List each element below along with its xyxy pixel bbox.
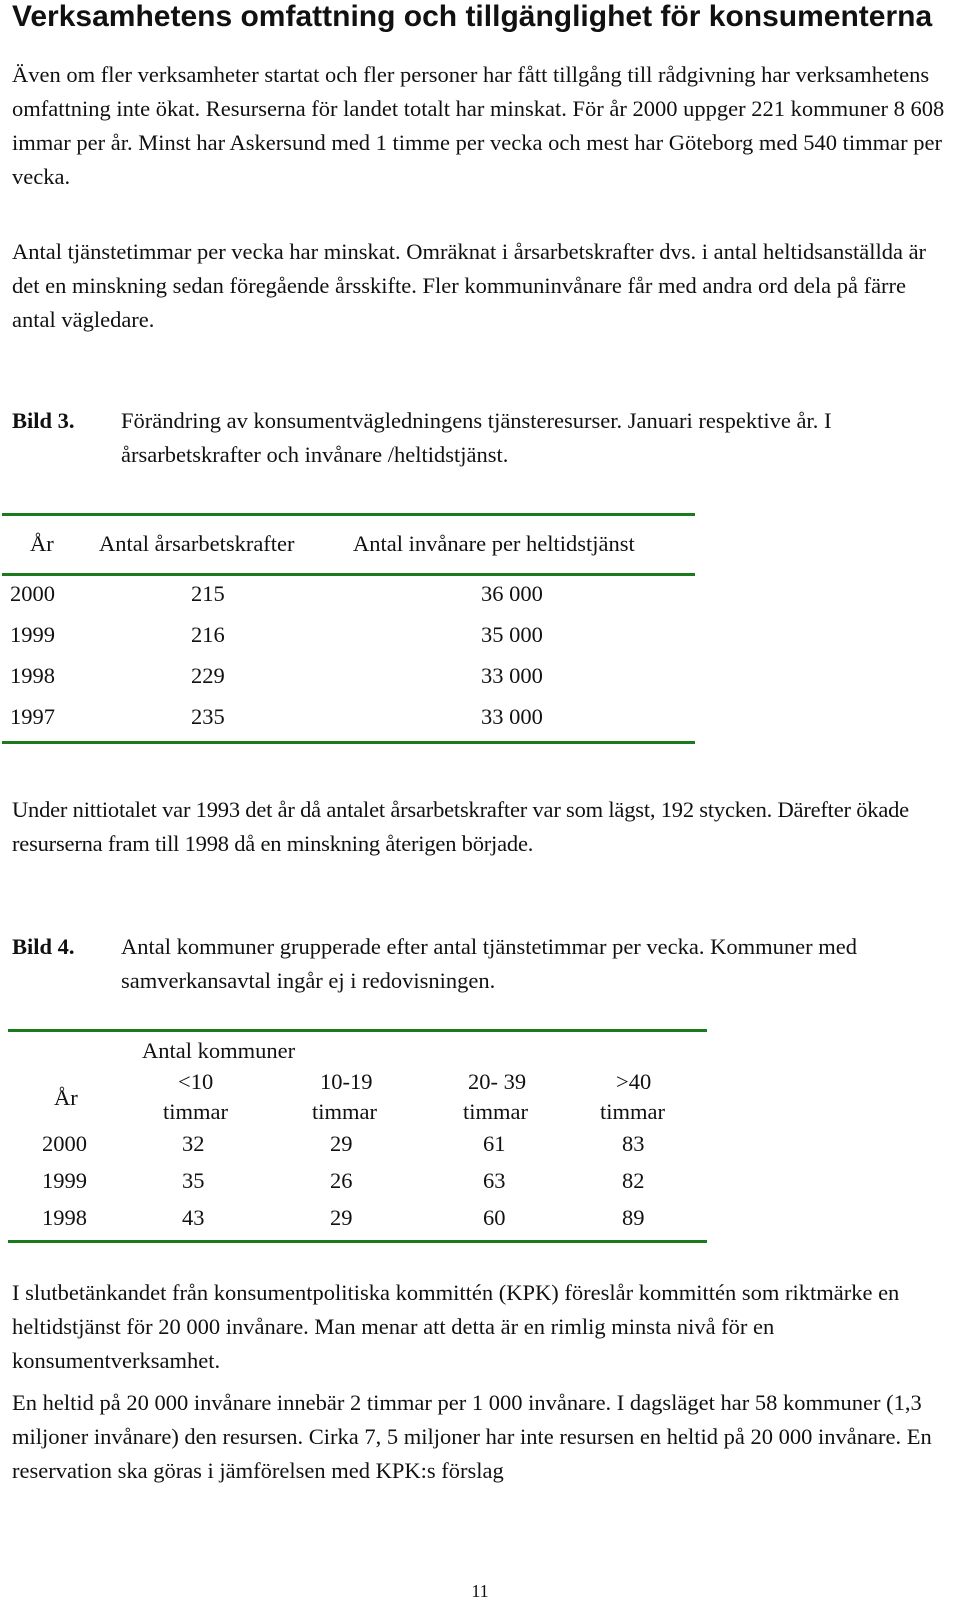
figure-3-label: Bild 3. (12, 408, 75, 433)
table-4-value: 63 (483, 1168, 506, 1193)
table-4-year: 1999 (42, 1168, 87, 1193)
table-3-residents: 35 000 (481, 622, 543, 647)
table-3-fte: 216 (191, 622, 225, 647)
paragraph-kpk-proposal: I slutbetänkandet från konsumentpolitiska kommittén (KPK) föreslår kommittén som riktmärke en heltidstjänst för 20 000 invånare. Man menar att detta är en rimlig minsta nivå för en konsumentverksamhet. (12, 1280, 900, 1373)
table-3-fte: 229 (191, 663, 225, 688)
figure-4-caption: Antal kommuner grupperade efter antal tjänstetimmar per vecka. Kommuner med samverkansavtal ingår ej i redovisningen. (121, 934, 857, 993)
table-4-bottom-rule (8, 1240, 707, 1243)
table-3-header-residents: Antal invånare per heltidstjänst (353, 531, 635, 556)
table-3-year: 2000 (10, 581, 55, 606)
table-4-value: 43 (182, 1205, 205, 1230)
table-3-top-rule (2, 513, 695, 516)
table-3-residents: 33 000 (481, 704, 543, 729)
table-4-value: 26 (330, 1168, 353, 1193)
table-3-header-fte: Antal årsarbetskrafter (99, 531, 295, 556)
table-4-value: 32 (182, 1131, 205, 1156)
table-4-header-10-19-unit: timmar (312, 1099, 377, 1124)
paragraph-fulltime-comparison: En heltid på 20 000 invånare innebär 2 timmar per 1 000 invånare. I dagsläget har 58 kommuner (1,3 miljoner invånare) den resursen. Cirka 7, 5 miljoner har inte resursen en heltid på 20 000 invånare. En reservation ska göras i jämförelsen med KPK:s förslag (12, 1390, 932, 1483)
table-4-header-20-39-unit: timmar (463, 1099, 528, 1124)
page-number: 11 (471, 1581, 489, 1601)
table-3-year: 1998 (10, 663, 55, 688)
table-4-value: 61 (483, 1131, 506, 1156)
figure-4-label: Bild 4. (12, 934, 75, 959)
paragraph-resources: Även om fler verksamheter startat och fler personer har fått tillgång till rådgivning har verksamhetens omfattning inte ökat. Resurserna för landet totalt har minskat. För år 2000 uppger 221 kommuner 8 608 immar per år. Minst har Askersund med 1 timme per vecka och mest har Göteborg med 540 timmar per vecka. (12, 62, 945, 189)
table-3-year: 1997 (10, 704, 55, 729)
paragraph-service-hours: Antal tjänstetimmar per vecka har minskat. Omräknat i årsarbetskrafter dvs. i antal heltidsanställda är det en minskning sedan föregående årsskifte. Fler kommuninvånare får med andra ord dela på färre antal vägledare. (12, 239, 927, 332)
table-4-value: 29 (330, 1205, 353, 1230)
table-4-group-header: Antal kommuner (142, 1038, 296, 1063)
table-3-bottom-rule (2, 741, 695, 744)
table-4-value: 89 (622, 1205, 645, 1230)
table-4-value: 60 (483, 1205, 506, 1230)
table-4-header-gt40-unit: timmar (600, 1099, 665, 1124)
table-3-fte: 235 (191, 704, 225, 729)
paragraph-nineties: Under nittiotalet var 1993 det år då antalet årsarbetskrafter var som lägst, 192 stycken. Därefter ökade resurserna fram till 1998 då en minskning återigen började. (12, 797, 909, 856)
table-4-header-year: År (54, 1085, 78, 1110)
table-4-top-rule (8, 1029, 707, 1032)
section-heading: Verksamhetens omfattning och tillgänglighet för konsumenterna (12, 0, 933, 33)
table-4-header-lt10: <10 (178, 1069, 214, 1094)
table-4-year: 1998 (42, 1205, 87, 1230)
table-4-value: 35 (182, 1168, 205, 1193)
table-3-header-rule (2, 573, 695, 576)
table-4-value: 83 (622, 1131, 645, 1156)
table-3-residents: 33 000 (481, 663, 543, 688)
table-3-residents: 36 000 (481, 581, 543, 606)
table-4-header-20-39: 20- 39 (468, 1069, 527, 1094)
table-4-header-gt40: >40 (616, 1069, 652, 1094)
figure-3-caption: Förändring av konsumentvägledningens tjänsteresurser. Januari respektive år. I årsarbetskrafter och invånare /heltidstjänst. (121, 408, 832, 467)
table-4-year: 2000 (42, 1131, 87, 1156)
table-3-header-year: År (30, 531, 54, 556)
table-4-header-10-19: 10-19 (320, 1069, 373, 1094)
table-4-header-lt10-unit: timmar (163, 1099, 228, 1124)
table-3-year: 1999 (10, 622, 55, 647)
table-4-value: 82 (622, 1168, 645, 1193)
table-3-fte: 215 (191, 581, 225, 606)
table-4-value: 29 (330, 1131, 353, 1156)
